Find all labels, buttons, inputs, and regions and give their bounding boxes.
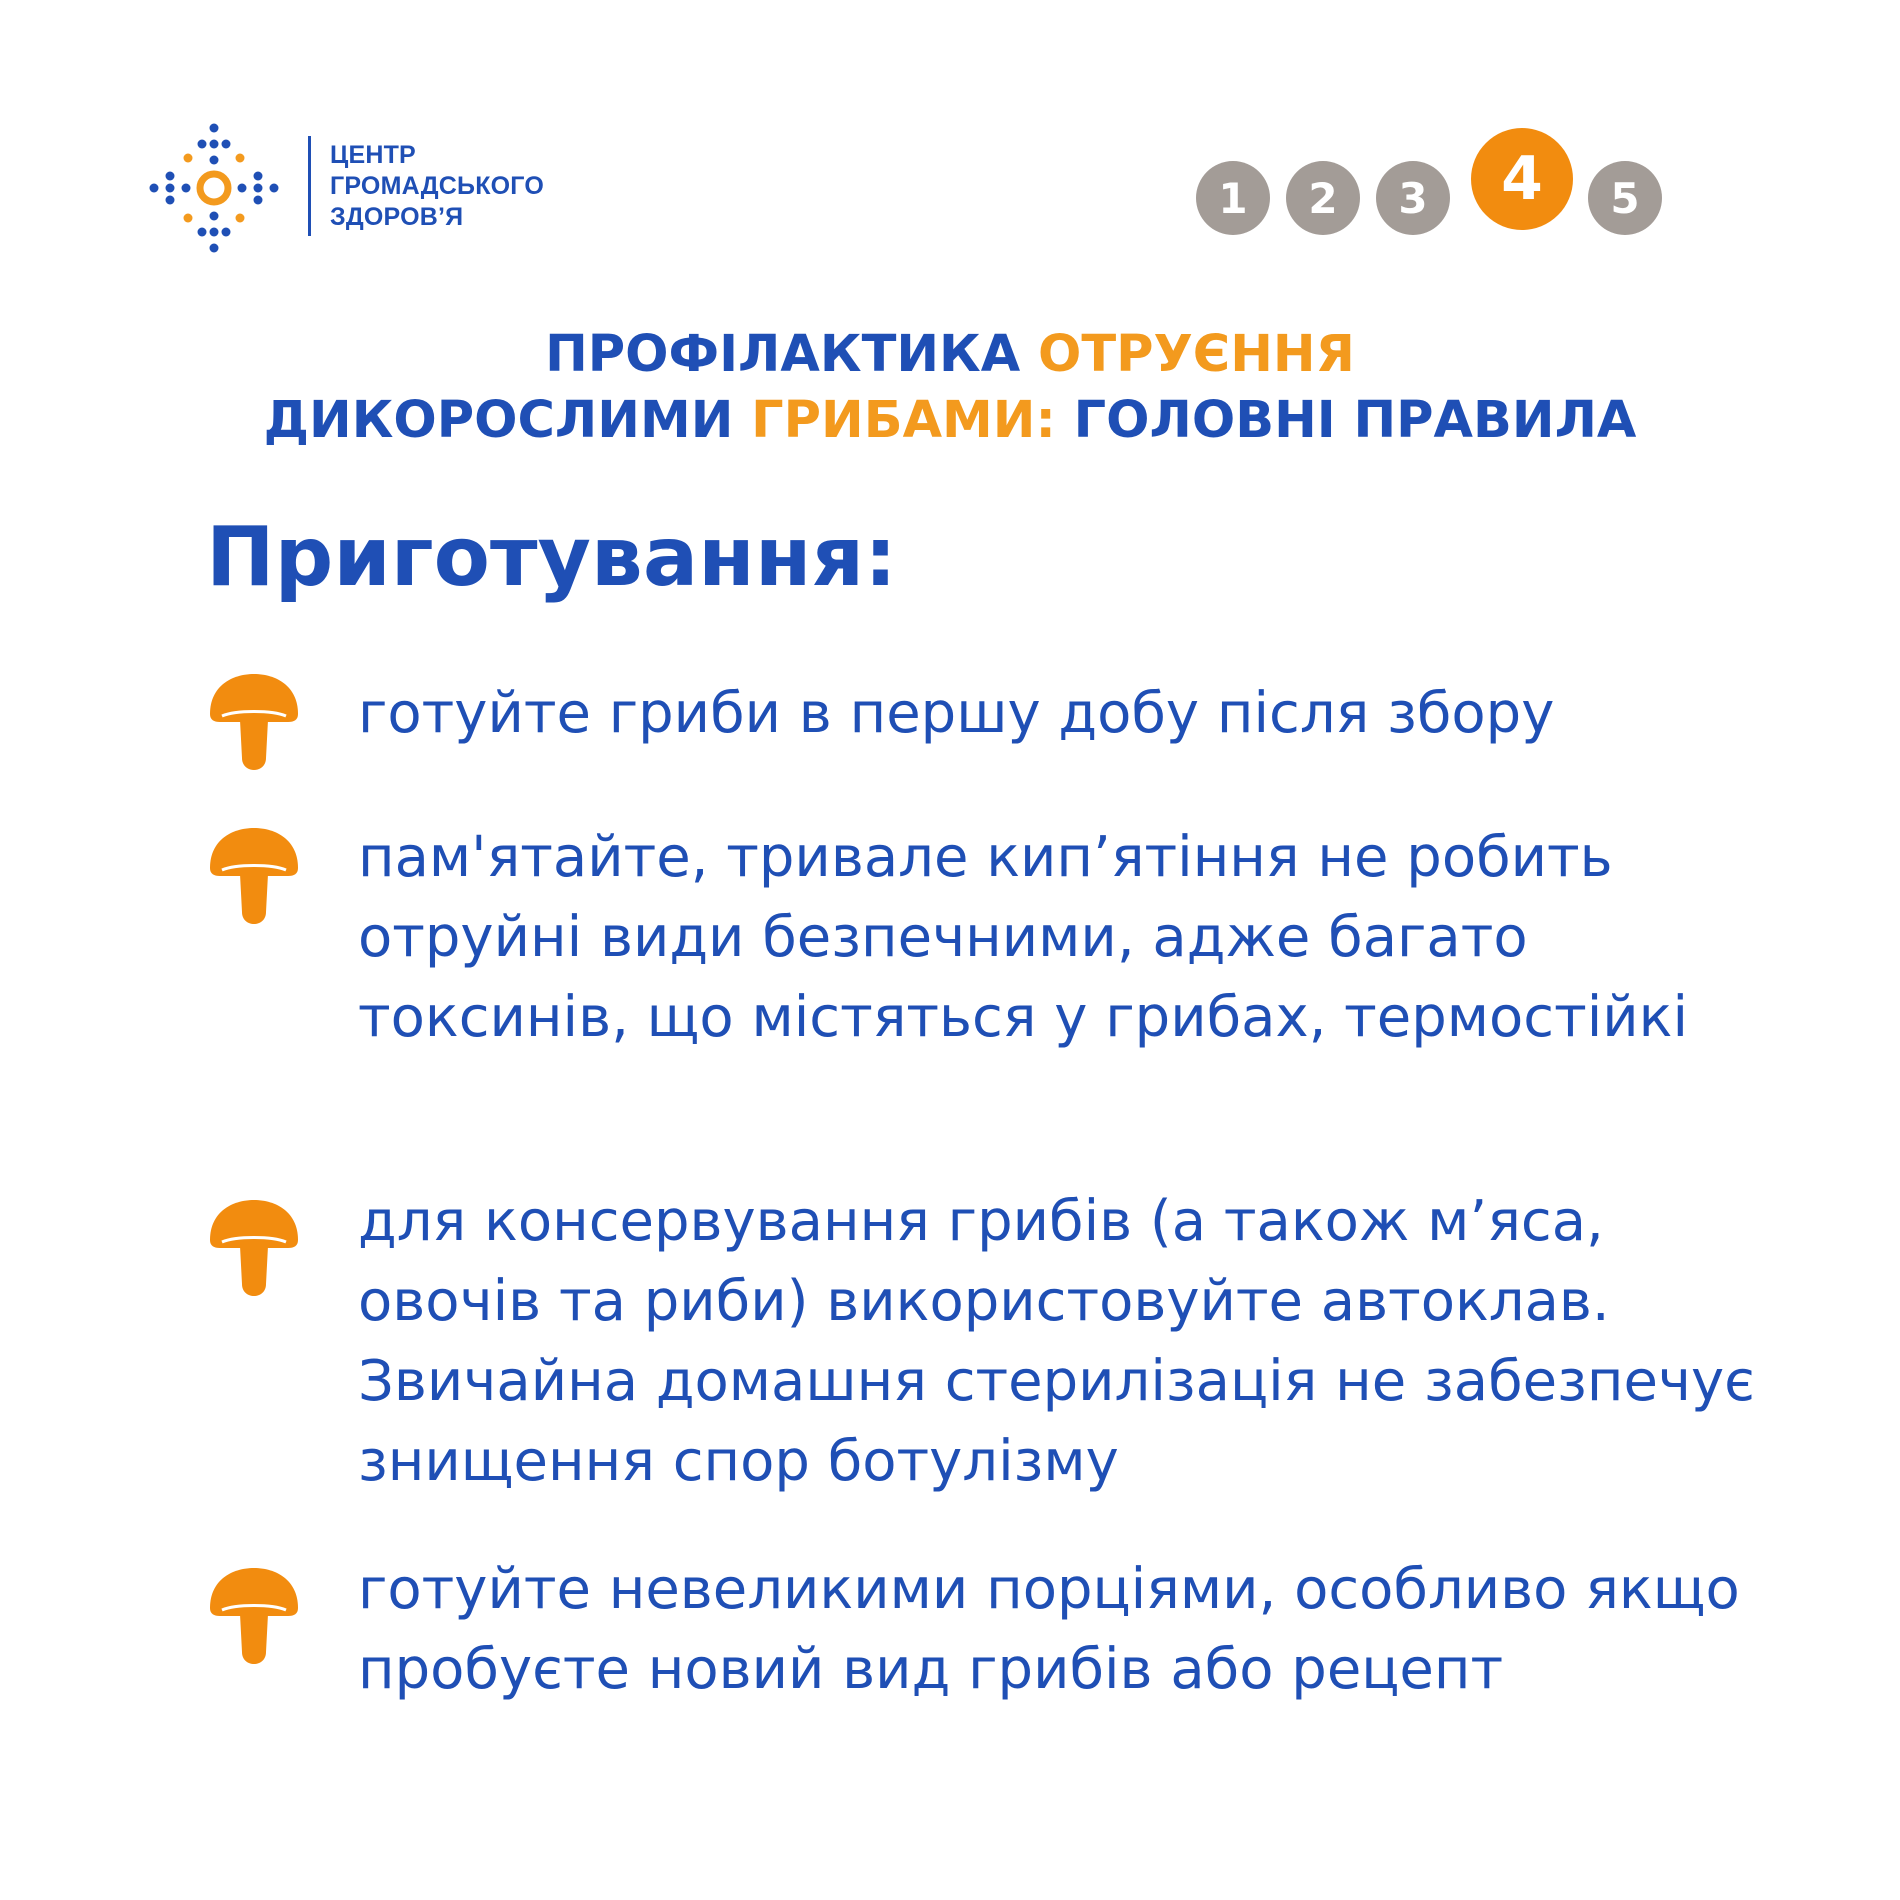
- page-dot-4-active[interactable]: 4: [1471, 128, 1573, 230]
- logo-line-3: ЗДОРОВ’Я: [330, 203, 464, 231]
- title-line-2: [0, 388, 1900, 454]
- page-dot-3[interactable]: 3: [1376, 161, 1450, 235]
- title-part-2: ДИКОРОСЛИМИ: [263, 391, 752, 450]
- page-dot-5[interactable]: 5: [1588, 161, 1662, 235]
- item-text: для консервування грибів (а також м’яса, овочів та риби) використовуйте автоклав. Звичайна домашня стерилізація не забезпечує знищення спор ботулізму: [358, 1189, 1755, 1494]
- mushroom-icon: [206, 1198, 302, 1298]
- mushroom-icon: [206, 672, 302, 772]
- organization-logo: [148, 122, 544, 254]
- page-dot-1[interactable]: 1: [1196, 161, 1270, 235]
- logo-divider: [308, 136, 311, 236]
- logo-line-1: ЦЕНТР: [330, 141, 416, 169]
- title-highlight-2: ГРИБАМИ:: [751, 391, 1056, 450]
- logo-dots-icon: [148, 122, 288, 254]
- title-part-3: ГОЛОВНІ ПРАВИЛА: [1055, 391, 1637, 450]
- item-text: пам'ятайте, тривале кип’ятіння не робить отруйні види безпечними, адже багато токсинів, що містяться у грибах, термостійкі: [358, 825, 1689, 1050]
- page-dot-2[interactable]: 2: [1286, 161, 1360, 235]
- list-item: [206, 820, 1766, 1120]
- item-text: готуйте невеликими порціями, особливо якщо пробуєте новий вид грибів або рецепт: [358, 1557, 1740, 1702]
- list-item: [206, 668, 1766, 768]
- logo-line-2: ГРОМАДСЬКОГО: [330, 172, 544, 200]
- mushroom-icon: [206, 826, 302, 926]
- logo-text: [330, 140, 544, 233]
- mushroom-icon: [206, 1566, 302, 1666]
- item-text: готуйте гриби в першу добу після збору: [358, 681, 1555, 746]
- page-title: [0, 322, 1900, 454]
- list-item: [206, 1186, 1766, 1506]
- title-line-1: [0, 322, 1900, 388]
- slide-pager: [1196, 128, 1666, 238]
- list-item: [206, 1554, 1766, 1794]
- title-highlight-1: ОТРУЄННЯ: [1037, 325, 1355, 384]
- section-title: Приготування:: [206, 510, 897, 605]
- title-part-1: ПРОФІЛАКТИКА: [545, 325, 1038, 384]
